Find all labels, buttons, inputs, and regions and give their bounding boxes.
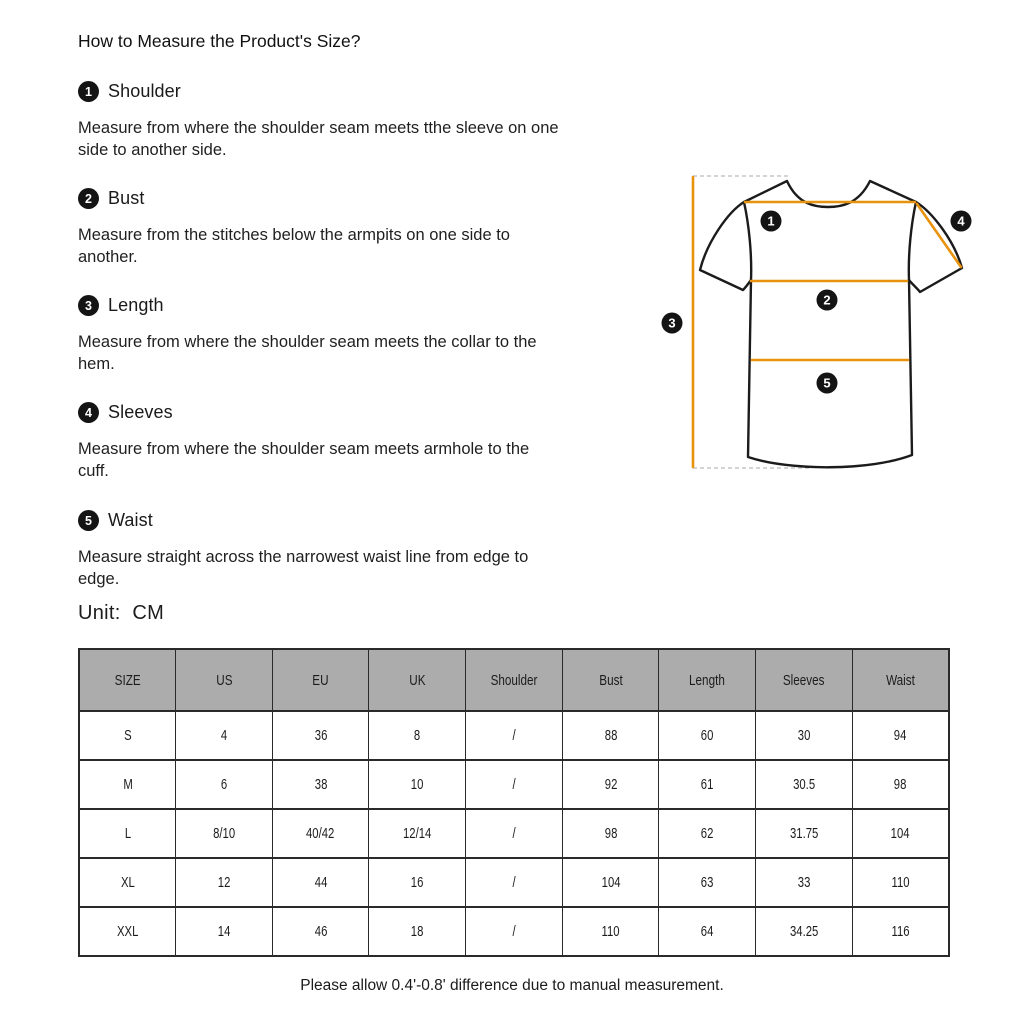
section-waist-description [78,546,623,590]
table-header-row [79,649,949,711]
table-row-xxl [79,907,949,956]
table-cell: 46 [272,907,369,956]
table-row-s [79,711,949,760]
size-chart-table [78,648,950,957]
table-cell: 33 [756,858,853,907]
diagram-badge-1 [761,211,782,232]
col-header-size: SIZE [79,649,176,711]
table-cell: M [79,760,176,809]
section-waist-label: Waist [108,510,153,530]
description-line: Measure from the stitches below the armpits on one side to [78,226,510,244]
table-cell: 104 [562,858,659,907]
table-cell: 36 [272,711,369,760]
table-row-xl [79,858,949,907]
section-length-heading [78,295,623,316]
table-cell: 63 [659,858,756,907]
table-cell: 6 [176,760,273,809]
col-header-uk: UK [369,649,466,711]
table-cell: / [466,858,563,907]
section-shoulder-label: Shoulder [108,81,181,101]
section-bust-description [78,224,623,268]
tshirt-measurement-diagram [640,150,1024,490]
section-sleeves [78,402,623,482]
table-cell: 61 [659,760,756,809]
step-1-badge: 1 [78,81,99,102]
section-shoulder [78,81,623,161]
table-cell: 8 [369,711,466,760]
col-header-eu: EU [272,649,369,711]
table-cell: 30 [756,711,853,760]
section-length-description [78,331,623,375]
svg-text:2: 2 [823,292,831,308]
svg-text:4: 4 [957,213,965,229]
col-header-shoulder: Shoulder [466,649,563,711]
table-cell: 62 [659,809,756,858]
description-line: hem. [78,355,115,373]
col-header-waist: Waist [852,649,949,711]
col-header-sleeves: Sleeves [756,649,853,711]
left-sleeve-outline [700,202,751,290]
table-cell: 30.5 [756,760,853,809]
table-cell: 110 [562,907,659,956]
page-title: How to Measure the Product's Size? [78,31,361,51]
section-bust-label: Bust [108,188,145,208]
table-row-m [79,760,949,809]
section-shoulder-description [78,117,623,161]
table-cell: L [79,809,176,858]
description-line: Measure from where the shoulder seam meets armhole to the [78,440,530,458]
table-cell: 4 [176,711,273,760]
table-cell: 98 [562,809,659,858]
col-header-us: US [176,649,273,711]
section-bust-heading [78,188,623,209]
svg-text:3: 3 [668,315,676,331]
unit-label: Unit: CM [78,602,165,624]
description-line: cuff. [78,462,109,480]
table-cell: XL [79,858,176,907]
section-sleeves-description [78,438,623,482]
section-sleeves-label: Sleeves [108,402,173,422]
description-line: edge. [78,570,120,588]
table-cell: / [466,907,563,956]
section-length-label: Length [108,295,164,315]
table-cell: 18 [369,907,466,956]
table-cell: 40/42 [272,809,369,858]
table-cell: 104 [852,809,949,858]
step-2-badge: 2 [78,188,99,209]
diagram-badge-4 [951,211,972,232]
step-4-badge: 4 [78,402,99,423]
col-header-length: Length [659,649,756,711]
diagram-badge-3 [662,313,683,334]
table-cell: 38 [272,760,369,809]
section-waist-heading [78,510,623,531]
table-cell: / [466,809,563,858]
section-waist [78,510,623,590]
description-line: another. [78,248,138,266]
table-cell: 98 [852,760,949,809]
measurement-disclaimer: Please allow 0.4'-0.8' difference due to manual measurement. [300,977,724,994]
table-cell: 12 [176,858,273,907]
table-cell: 88 [562,711,659,760]
table-cell: 92 [562,760,659,809]
description-line: Measure from where the shoulder seam meets the collar to the [78,333,537,351]
table-cell: 116 [852,907,949,956]
table-cell: / [466,711,563,760]
table-cell: / [466,760,563,809]
svg-text:5: 5 [823,375,831,391]
diagram-badge-2 [817,290,838,311]
col-header-bust: Bust [562,649,659,711]
description-line: side to another side. [78,141,227,159]
table-cell: 12/14 [369,809,466,858]
table-row-l [79,809,949,858]
table-cell: 14 [176,907,273,956]
table-cell: 94 [852,711,949,760]
description-line: Measure from where the shoulder seam meets tthe sleeve on one [78,119,559,137]
section-length [78,295,623,375]
section-shoulder-heading [78,81,623,102]
table-cell: 10 [369,760,466,809]
table-cell: 16 [369,858,466,907]
table-cell: XXL [79,907,176,956]
table-cell: 8/10 [176,809,273,858]
table-cell: 64 [659,907,756,956]
table-cell: 110 [852,858,949,907]
table-cell: 31.75 [756,809,853,858]
step-3-badge: 3 [78,295,99,316]
section-bust [78,188,623,268]
step-5-badge: 5 [78,510,99,531]
table-cell: 60 [659,711,756,760]
diagram-badge-5 [817,373,838,394]
section-sleeves-heading [78,402,623,423]
description-line: Measure straight across the narrowest waist line from edge to [78,548,529,566]
table-cell: S [79,711,176,760]
svg-text:1: 1 [767,213,775,229]
table-cell: 44 [272,858,369,907]
table-cell: 34.25 [756,907,853,956]
